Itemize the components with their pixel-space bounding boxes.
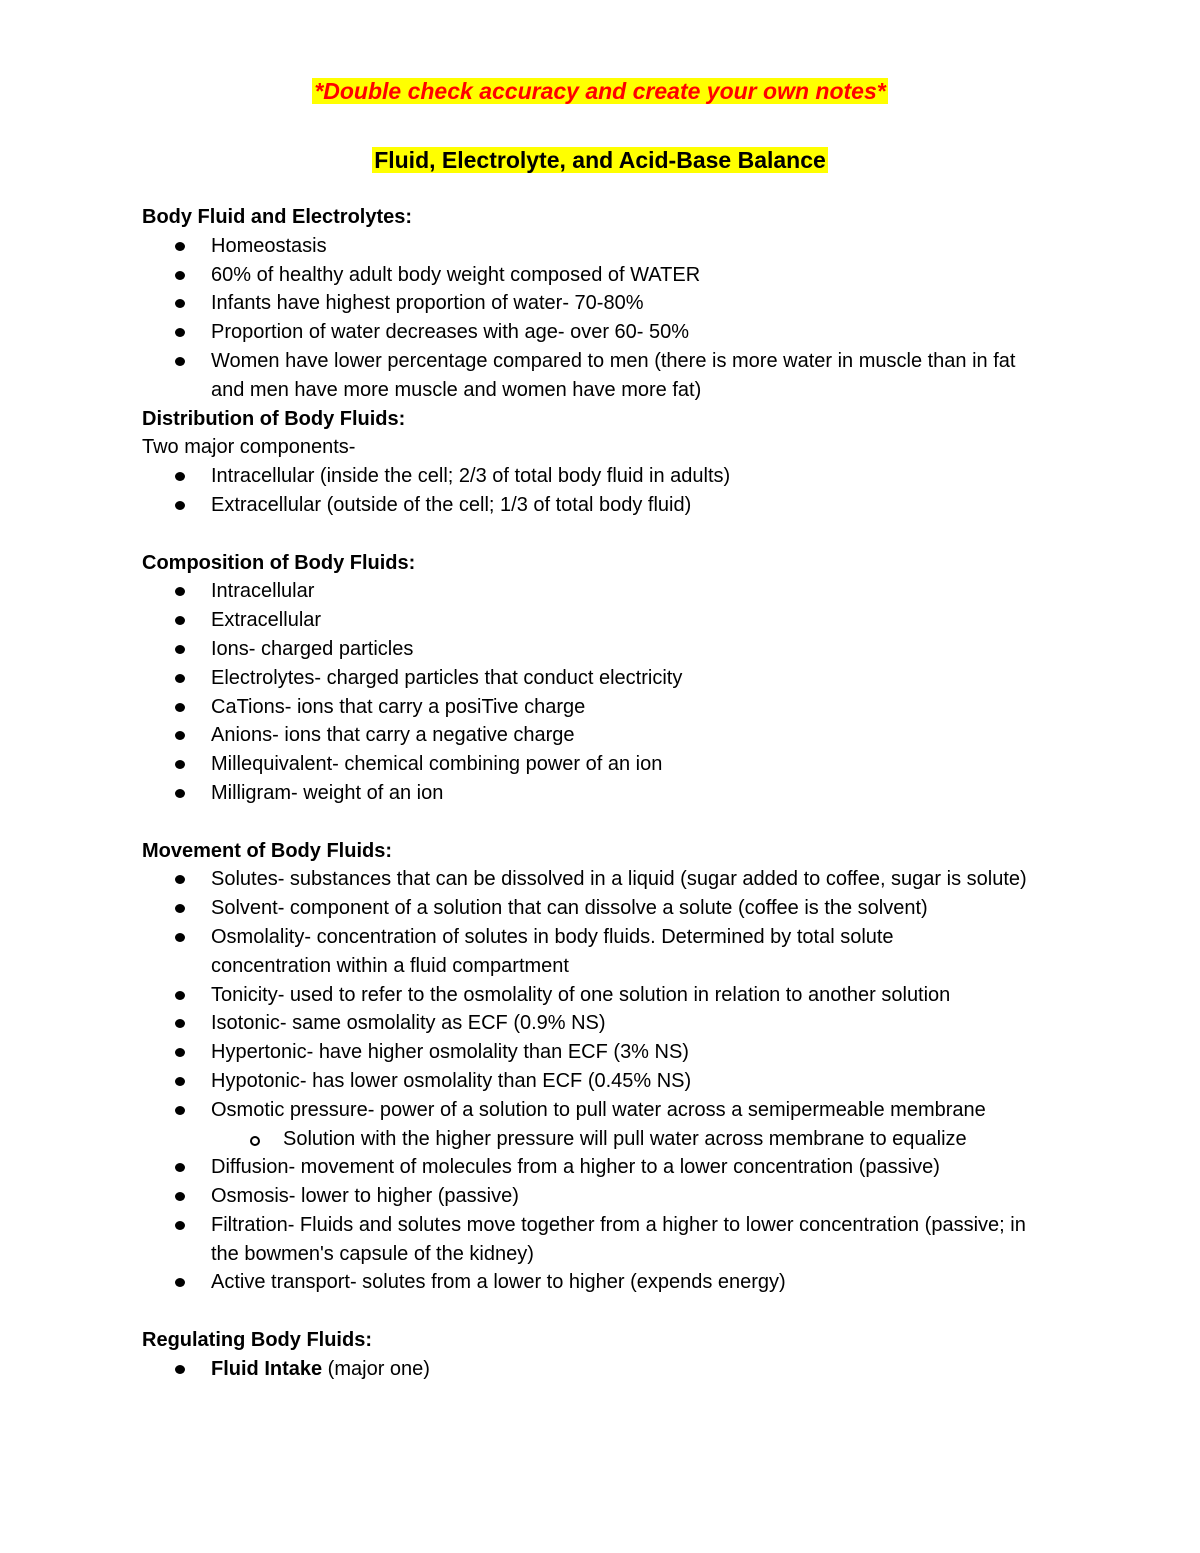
list-item: Filtration- Fluids and solutes move together from a higher to lower concentration (passive; in the bowmen's capsule of the kidney) bbox=[142, 1211, 1051, 1269]
bullet-icon bbox=[175, 875, 185, 884]
list-item: Infants have highest proportion of water- 70-80% bbox=[142, 289, 1072, 318]
list-item: Intracellular bbox=[142, 577, 1072, 606]
bullet-icon bbox=[175, 1077, 185, 1086]
bullet-icon bbox=[175, 1221, 185, 1230]
bullet-icon bbox=[175, 242, 185, 251]
bullet-icon bbox=[175, 789, 185, 798]
bullet-icon bbox=[175, 357, 185, 366]
list-item: Isotonic- same osmolality as ECF (0.9% NS) bbox=[142, 1009, 1072, 1038]
list-item: Homeostasis bbox=[142, 232, 1072, 261]
bullet-icon bbox=[175, 271, 185, 280]
list-item: Active transport- solutes from a lower to higher (expends energy) bbox=[142, 1268, 1072, 1297]
accuracy-notice bbox=[0, 74, 1200, 108]
heading-distribution: Distribution of Body Fluids: bbox=[142, 407, 406, 430]
bullet-icon bbox=[175, 587, 185, 596]
list-item: CaTions- ions that carry a posiTive charge bbox=[142, 693, 1072, 722]
bullet-icon bbox=[175, 991, 185, 1000]
bullet-icon bbox=[175, 1192, 185, 1201]
bullet-icon bbox=[175, 760, 185, 769]
bullet-icon bbox=[175, 1365, 185, 1374]
list-item: Electrolytes- charged particles that conduct electricity bbox=[142, 664, 1072, 693]
spacer bbox=[142, 520, 1072, 549]
bullet-icon bbox=[175, 904, 185, 913]
heading-movement: Movement of Body Fluids: bbox=[142, 839, 392, 862]
bullet-icon bbox=[175, 299, 185, 308]
bullet-icon bbox=[175, 501, 185, 510]
bullet-icon bbox=[175, 933, 185, 942]
bullet-icon bbox=[175, 472, 185, 481]
list-item: Extracellular bbox=[142, 606, 1072, 635]
list-composition bbox=[142, 577, 1072, 807]
bullet-icon bbox=[175, 731, 185, 740]
fluid-intake-term: Fluid Intake bbox=[211, 1357, 323, 1380]
list-body-fluid bbox=[142, 232, 1072, 405]
list-item: Osmolality- concentration of solutes in body fluids. Determined by total solute concentration within a fluid compartment bbox=[142, 923, 971, 981]
bullet-icon bbox=[175, 1048, 185, 1057]
bullet-icon bbox=[175, 1106, 185, 1115]
bullet-icon bbox=[175, 328, 185, 337]
list-regulating bbox=[142, 1355, 1072, 1384]
title-highlight: Fluid, Electrolyte, and Acid-Base Balance bbox=[374, 147, 826, 173]
list-item: Milligram- weight of an ion bbox=[142, 779, 1072, 808]
heading-body-fluid: Body Fluid and Electrolytes: bbox=[142, 206, 413, 228]
list-item: Ions- charged particles bbox=[142, 635, 1072, 664]
bullet-icon bbox=[175, 703, 185, 712]
list-item: Diffusion- movement of molecules from a higher to a lower concentration (passive) bbox=[142, 1153, 1072, 1182]
bullet-icon bbox=[175, 1163, 185, 1172]
bullet-icon bbox=[175, 1019, 185, 1028]
spacer bbox=[142, 808, 1072, 837]
distribution-intro: Two major components- bbox=[142, 436, 356, 459]
document-title bbox=[0, 143, 1200, 177]
list-item: Anions- ions that carry a negative charge bbox=[142, 721, 1072, 750]
list-item: Osmosis- lower to higher (passive) bbox=[142, 1182, 1072, 1211]
list-item: Millequivalent- chemical combining power of an ion bbox=[142, 750, 1072, 779]
list-movement bbox=[142, 865, 1072, 1297]
list-item: Hypertonic- have higher osmolality than ECF (3% NS) bbox=[142, 1038, 1072, 1067]
heading-regulating: Regulating Body Fluids: bbox=[142, 1329, 372, 1352]
list-item: Hypotonic- has lower osmolality than ECF (0.45% NS) bbox=[142, 1067, 1072, 1096]
list-distribution bbox=[142, 462, 1072, 520]
list-item: Tonicity- used to refer to the osmolality of one solution in relation to another solution bbox=[142, 981, 1072, 1010]
bullet-icon bbox=[175, 616, 185, 625]
fluid-intake-note: (major one) bbox=[322, 1357, 430, 1380]
list-item: 60% of healthy adult body weight composed of WATER bbox=[142, 261, 1072, 290]
heading-composition: Composition of Body Fluids: bbox=[142, 551, 416, 574]
hollow-bullet-icon bbox=[250, 1136, 260, 1146]
bullet-icon bbox=[175, 645, 185, 654]
list-item: Intracellular (inside the cell; 2/3 of total body fluid in adults) bbox=[142, 462, 1072, 491]
list-item: Solvent- component of a solution that can dissolve a solute (coffee is the solvent) bbox=[142, 894, 1072, 923]
sub-list-item: Solution with the higher pressure will pull water across membrane to equalize bbox=[142, 1125, 1072, 1154]
notice-highlight: *Double check accuracy and create your own notes* bbox=[314, 78, 886, 104]
list-item: Women have lower percentage compared to men (there is more water in muscle than in fat and men have more muscle and women have more fat) bbox=[142, 347, 1054, 405]
bullet-icon bbox=[175, 674, 185, 683]
bullet-icon bbox=[175, 1278, 185, 1287]
list-item: Proportion of water decreases with age- over 60- 50% bbox=[142, 318, 1072, 347]
list-item bbox=[142, 1355, 1072, 1384]
list-item: Solutes- substances that can be dissolved in a liquid (sugar added to coffee, sugar is solute) bbox=[142, 865, 1031, 894]
spacer bbox=[142, 1297, 1072, 1326]
list-item: Extracellular (outside of the cell; 1/3 of total body fluid) bbox=[142, 491, 1072, 520]
list-item: Osmotic pressure- power of a solution to pull water across a semipermeable membrane bbox=[142, 1096, 1072, 1125]
notes-content bbox=[142, 203, 1072, 1384]
